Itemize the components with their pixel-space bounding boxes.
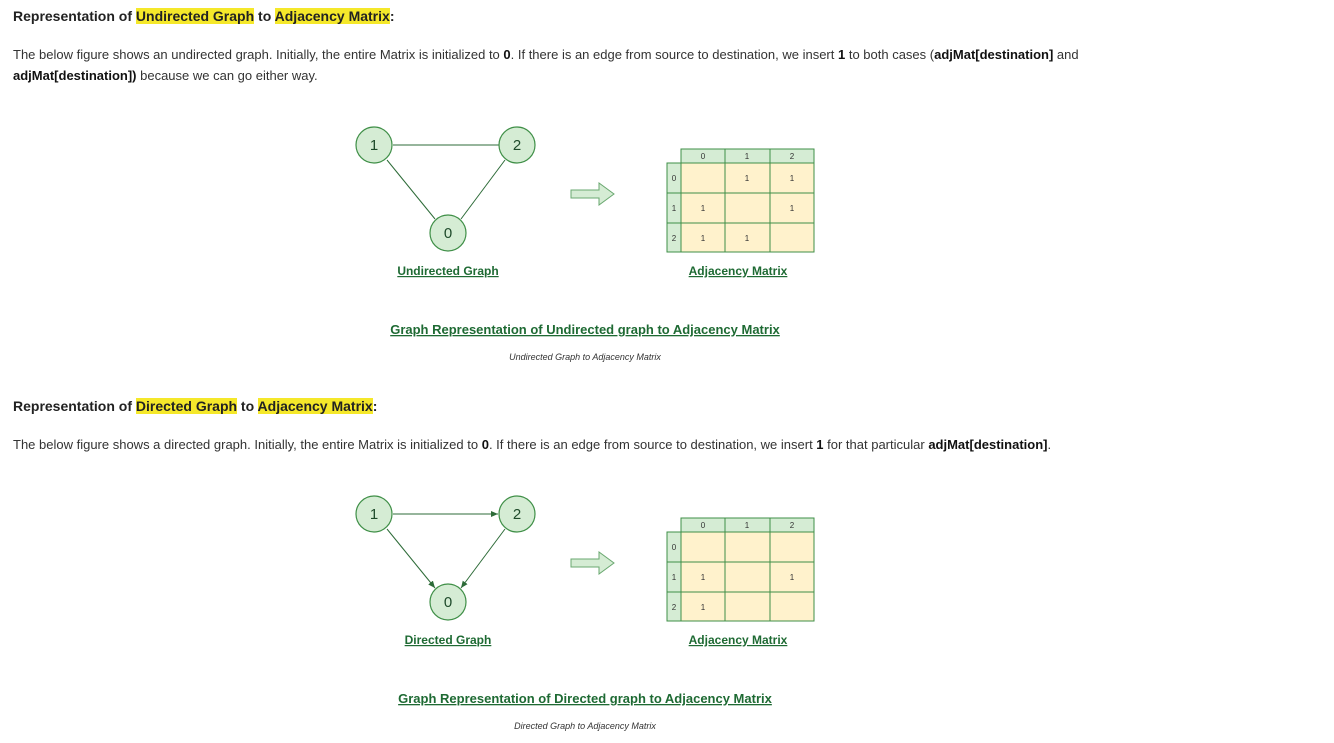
section-heading-undirected <box>13 7 394 25</box>
matrix-cell: 1 <box>789 573 795 582</box>
edge-1-0-directed <box>387 529 435 588</box>
row-header: 0 <box>671 174 677 183</box>
matrix-cell: 1 <box>744 174 750 183</box>
graph-label: Directed Graph <box>404 633 492 647</box>
node-label: 1 <box>369 137 379 154</box>
para-bold: adjMat[destination]) <box>13 68 137 83</box>
matrix-cell: 1 <box>744 234 750 243</box>
para-text: and <box>1053 47 1079 62</box>
figure-caption-undirected: Undirected Graph to Adjacency Matrix <box>509 352 661 362</box>
node-1 <box>356 496 392 532</box>
heading-suffix: : <box>389 8 395 24</box>
node-label: 1 <box>369 506 379 523</box>
row-header: 1 <box>671 573 677 582</box>
section-heading-directed <box>13 397 377 415</box>
heading-highlight-graph: Directed Graph <box>135 398 238 414</box>
figure-caption-directed: Directed Graph to Adjacency Matrix <box>514 721 656 731</box>
node-label: 2 <box>512 506 522 523</box>
row-header: 0 <box>671 543 677 552</box>
heading-suffix: : <box>372 398 378 414</box>
adjacency-matrix <box>667 518 814 621</box>
heading-highlight-matrix: Adjacency Matrix <box>257 398 373 414</box>
node-label: 0 <box>443 225 453 242</box>
row-header: 2 <box>671 603 677 612</box>
figure-title: Graph Representation of Undirected graph to Adjacency Matrix <box>390 322 780 337</box>
node-label: 2 <box>512 137 522 154</box>
col-header: 1 <box>744 521 750 530</box>
edge-2-0 <box>461 160 505 219</box>
section-paragraph-directed <box>13 434 1213 455</box>
figure-directed <box>0 489 1000 739</box>
col-header: 1 <box>744 152 750 161</box>
matrix-cell: 1 <box>789 204 795 213</box>
matrix-cell: 1 <box>789 174 795 183</box>
para-bold: adjMat[destination] <box>934 47 1054 62</box>
matrix-cell: 1 <box>700 603 706 612</box>
adjacency-matrix <box>667 149 814 252</box>
heading-highlight-graph: Undirected Graph <box>135 8 255 24</box>
para-text: . If there is an edge from source to destination, we insert <box>488 437 817 452</box>
edge-1-0 <box>387 160 435 219</box>
matrix-label: Adjacency Matrix <box>688 264 788 278</box>
para-text: The below figure shows an undirected graph. Initially, the entire Matrix is initialized to <box>13 47 504 62</box>
transform-arrow-icon <box>571 183 614 205</box>
node-1 <box>356 127 392 163</box>
graph-label: Undirected Graph <box>397 264 499 278</box>
matrix-cell: 1 <box>700 573 706 582</box>
col-header: 0 <box>700 152 706 161</box>
node-0 <box>430 215 466 251</box>
heading-middle: to <box>237 398 258 414</box>
row-header: 2 <box>671 234 677 243</box>
heading-prefix: Representation of <box>13 398 136 414</box>
col-header: 2 <box>789 521 795 530</box>
edge-2-0-directed <box>461 529 505 588</box>
para-text: . <box>1047 437 1052 452</box>
col-header: 2 <box>789 152 795 161</box>
para-text: because we can go either way. <box>136 68 318 83</box>
para-text: for that particular <box>823 437 929 452</box>
node-2 <box>499 127 535 163</box>
col-header: 0 <box>700 521 706 530</box>
matrix-cell: 1 <box>700 204 706 213</box>
para-text: The below figure shows a directed graph. Initially, the entire Matrix is initialized to <box>13 437 482 452</box>
row-header: 1 <box>671 204 677 213</box>
figure-undirected <box>0 120 1000 370</box>
heading-middle: to <box>254 8 275 24</box>
matrix-cell: 1 <box>700 234 706 243</box>
para-bold: 1 <box>816 437 824 452</box>
section-paragraph-undirected <box>13 44 1213 86</box>
para-bold: 0 <box>481 437 489 452</box>
matrix-label: Adjacency Matrix <box>688 633 788 647</box>
heading-prefix: Representation of <box>13 8 136 24</box>
heading-highlight-matrix: Adjacency Matrix <box>274 8 390 24</box>
figure-title: Graph Representation of Directed graph to Adjacency Matrix <box>398 691 772 706</box>
para-bold: adjMat[destination] <box>928 437 1048 452</box>
node-2 <box>499 496 535 532</box>
para-bold: 1 <box>837 47 846 62</box>
para-bold: 0 <box>503 47 511 62</box>
node-label: 0 <box>443 594 453 611</box>
para-text: . If there is an edge from source to destination, we insert <box>510 47 838 62</box>
para-text: to both cases ( <box>845 47 935 62</box>
node-0 <box>430 584 466 620</box>
transform-arrow-icon <box>571 552 614 574</box>
